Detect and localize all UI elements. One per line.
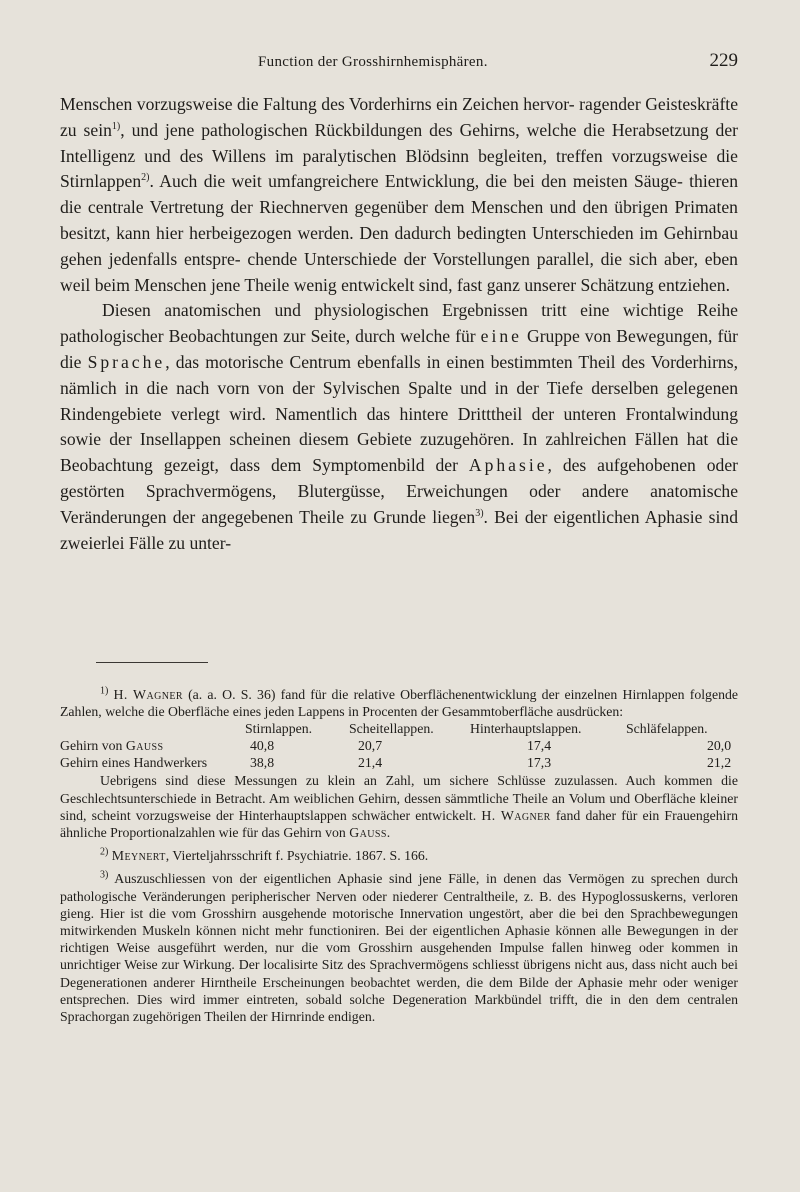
footnote-text: fand daher für ein Frauengehirn ähnliche Proportionalzahlen wie für das Gehirn von bbox=[60, 807, 738, 841]
table-cell: 21,2 bbox=[707, 755, 732, 771]
text-line: und den übrigen Primaten besitzt, kann hier herbeigezogen werden. Den bbox=[60, 197, 738, 243]
text-run: , des aufgehobenen oder gestörten Sprachvermögens, Blutergüsse, Erweichungen oder andere anatomische Veränderungen der angegebenen Theile zu Grunde liegen bbox=[60, 455, 739, 527]
footnote-mark[interactable]: 3) bbox=[475, 507, 484, 519]
footnote-mark[interactable]: 2) bbox=[141, 172, 150, 184]
table-header: Scheitellappen. bbox=[349, 721, 434, 737]
table-cell: 40,8 bbox=[250, 738, 275, 754]
lobe-table bbox=[60, 720, 738, 772]
footnote-mark[interactable]: 1) bbox=[111, 120, 121, 132]
text-line: . bbox=[149, 171, 154, 192]
footnote-divider bbox=[96, 662, 208, 663]
table-cell: 17,3 bbox=[527, 755, 552, 771]
text-line: des Gehirns, welche die Herabsetzung der Intelligenz und des Willens im bbox=[60, 119, 738, 166]
text-line: paralytischen Blödsinn begleiten, treffen vorzugsweise die Stirnlappen bbox=[60, 145, 738, 192]
text-line: Schätzung entziehen. bbox=[580, 274, 730, 295]
text-line: beim Menschen jene Theile wenig entwickelt sind, fast ganz unserer bbox=[94, 274, 577, 295]
text-line: ragender Geisteskräfte zu sein bbox=[60, 94, 739, 140]
running-title: Function der Grosshirnhemisphären. bbox=[258, 54, 488, 70]
footnote-text: (a. a. O. S. 36) fand für die relative Oberflächenentwicklung der einzelnen Hirnlappen folgende Zahlen, welche die Oberfläche eines jeden Lappens in Procenten der Gesammtoberfläche ausdrücken: bbox=[60, 687, 738, 720]
text-run: Gruppe von Bewegungen, für die bbox=[60, 326, 738, 372]
page-header bbox=[60, 50, 738, 78]
table-cell: 20,7 bbox=[358, 738, 383, 754]
emphasis-eine: eine bbox=[480, 326, 522, 347]
table-header: Schläfelappen. bbox=[626, 721, 708, 737]
table-header: Hinterhauptslappen. bbox=[470, 721, 582, 737]
emphasis-aphasie: Aphasie bbox=[468, 455, 548, 476]
author-name: H. Wagner bbox=[113, 687, 183, 702]
footnote-2 bbox=[60, 847, 738, 864]
text-line: thieren die centrale Vertretung der Riechnerven gegenüber dem Menschen bbox=[60, 171, 739, 218]
table-header: Stirnlappen. bbox=[245, 721, 313, 737]
table-row-label: Gehirn von Gauss bbox=[60, 738, 164, 754]
text-line: , und jene pathologischen Rückbildungen bbox=[120, 119, 423, 140]
paragraph-2 bbox=[60, 298, 738, 556]
footnote-text: Auszuschliessen von der eigentlichen Aphasie sind jene Fälle, in denen das Vermögen zu sprechen durch pathologische Veränderungen peripherischer Nerven oder niederer Centraltheile, z. B. des Hypoglossuskerns, verloren gieng. Hier ist die vom Grosshirn ausgehende motorische Innervation ungestört, aber die bei den Sprachbewegungen mitwirkenden Muskeln können nicht mehr functioniren. Bei der eigentlichen Aphasie können alle Bewegungen in der richtigen Weise ausgeführt werden, nur die vom Grosshirn ausgehenden Impulse fallen hinweg oder kommen in unrichtiger Weise zur Wirkung. Der localisirte Sitz des Sprachvermögens schliesst übrigens nicht aus, dass nicht auch bei Degenerationen anderer Hirntheile Erscheinungen beobachtet werden, die dem Bilde der Aphasie mehr oder weniger entsprechen. Dies wird immer eintreten, sobald solche Degeneration Markbündel trifft, die in den dem centralen Sprachorgan zugehörigen Theilen der Hirnrinde endigen. bbox=[60, 871, 738, 1025]
emphasis-sprache: Sprache bbox=[87, 351, 166, 372]
footnote-number: 3) bbox=[100, 869, 109, 881]
footnote-3 bbox=[60, 870, 738, 1025]
text-line: chende Unterschiede der Vorstellungen parallel, die sich aber, eben weil bbox=[60, 248, 738, 295]
paragraph-1 bbox=[60, 92, 738, 298]
text-line: dadurch bedingten Unterschieden im Gehirnbau gehen jedenfalls entspre- bbox=[60, 222, 738, 269]
table-cell: 21,4 bbox=[358, 755, 383, 771]
table-row-label: Gehirn eines Handwerkers bbox=[60, 755, 208, 771]
footnote-text: Uebrigens sind diese Messungen zu klein an Zahl, um sichere Schlüsse zuzulassen. Auch kommen die Geschlechtsunterschiede in Betracht. Am weiblichen Gehirn, dessen sämmtliche Theile an Volum und Oberfläche kleiner sind, scheint vorzugsweise der Hinterhauptslappen schwächer entwickelt. bbox=[60, 773, 738, 823]
footnote-text: , Vierteljahrsschrift f. Psychiatrie. 1867. S. 166. bbox=[165, 848, 429, 864]
main-text bbox=[60, 92, 738, 556]
footnote-number: 1) bbox=[100, 685, 109, 697]
table-cell: 20,0 bbox=[707, 738, 732, 754]
table-cell: 38,8 bbox=[250, 755, 275, 771]
author-name: Meynert bbox=[111, 848, 166, 864]
footnote-1-continued: Uebrigens sind diese Messungen zu klein an Zahl, um sichere Schlüsse zuzulassen. Auch kommen die Geschlechtsunterschiede in Betracht. Am weiblichen Gehirn, dessen sämmtliche Theile an Volum und Oberfläche kleiner sind, scheint vorzugsweise der Hinterhauptslappen schwächer entwickelt. H. Wagner fand daher für ein Frauengehirn ähnliche Proportionalzahlen wie für das Gehirn von Gauss. bbox=[60, 773, 738, 841]
text-line: Menschen vorzugsweise die Faltung des Vorderhirns ein Zeichen hervor- bbox=[60, 94, 575, 114]
text-run: , das motorische Centrum ebenfalls in einen bestimmten Theil des Vorderhirns, nämlich in die nach vorn von der Sylvischen Spalte und in der Tiefe derselben gelegenen Rindengebiete verlegt wird. Namentlich das hintere Dritttheil der unteren Frontalwindung sowie der Insellappen scheinen diesem Gebiete zuzugehören. In zahlreichen Fällen hat die Beobachtung gezeigt, dass dem Symptomenbild der bbox=[60, 351, 738, 476]
text-run: Diesen anatomischen und physiologischen Ergebnissen tritt eine wichtige Reihe pathologischer Beobachtungen zur Seite, durch welche für bbox=[60, 300, 738, 347]
author-name: H. Wagner bbox=[481, 807, 551, 823]
table-cell: 17,4 bbox=[527, 738, 552, 754]
author-name: Gauss bbox=[349, 825, 387, 841]
page-number: 229 bbox=[709, 50, 738, 71]
footnotes bbox=[60, 686, 738, 1025]
footnote-number: 2) bbox=[100, 846, 109, 858]
footnote-1 bbox=[60, 686, 738, 720]
text-line: Auch die weit umfangreichere Entwicklung, die bei den meisten Säuge- bbox=[159, 171, 683, 192]
text-run: . Bei der eigentlichen Aphasie sind zweierlei Fälle zu unter- bbox=[60, 506, 738, 553]
